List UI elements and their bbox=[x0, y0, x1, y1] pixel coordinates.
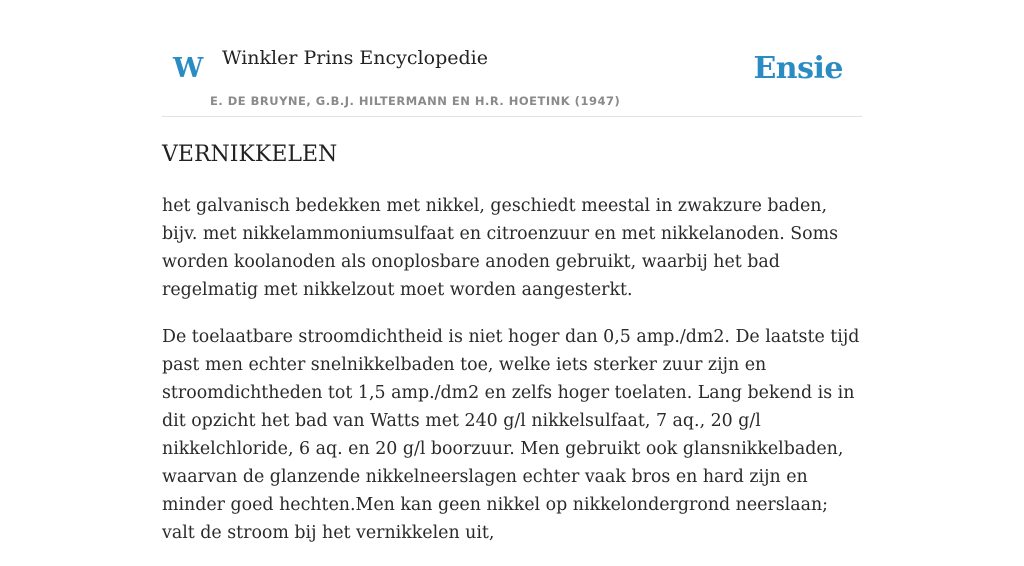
authors-line: E. DE BRUYNE, G.B.J. HILTERMANN EN H.R. HOETINK (1947) bbox=[210, 94, 621, 108]
winkler-prins-logo[interactable]: W bbox=[173, 53, 204, 84]
paragraph: het galvanisch bedekken met nikkel, geschiedt meestal in zwakzure baden, bijv. met nikkelammoniumsulfaat en citroenzuur en met nikkelanoden. Soms worden koolanoden als onoplosbare anoden gebruikt, waarbij het bad regelmatig met nikkelzout moet worden aangesterkt. bbox=[162, 196, 839, 300]
paragraph: De toelaatbare stroomdichtheid is niet hoger dan 0,5 amp./dm2. De laatste tijd past men echter snelnikkelbaden toe, welke iets sterker zuur zijn en stroomdichtheden tot 1,5 amp./dm2 en zelfs hoger toelaten. Lang bekend is in dit opzicht het bad van Watts met 240 g/l nikkelsulfaat, 7 aq., 20 g/l nikkelchloride, 6 aq. en 20 g/l boorzuur. Men gebruikt ook glansnikkelbaden, waarvan de glanzende nikkelneerslagen echter vaak bros en hard zijn en minder goed hechten.Men kan geen nikkel op nikkelondergrond neerslaan; valt de stroom bij het vernikkelen uit, bbox=[162, 327, 860, 543]
entry-body bbox=[162, 192, 864, 566]
ensie-logo[interactable]: Ensie bbox=[753, 51, 843, 86]
site-header bbox=[162, 0, 862, 117]
entry-title: VERNIKKELEN bbox=[162, 142, 338, 167]
site-title[interactable]: Winkler Prins Encyclopedie bbox=[222, 47, 488, 69]
